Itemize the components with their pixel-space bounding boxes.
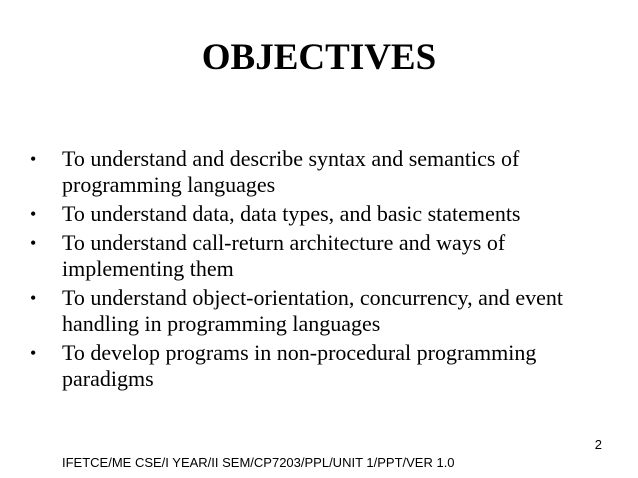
bullet-text: To understand and describe syntax and semantics of programming languages xyxy=(62,146,520,197)
bullet-icon: • xyxy=(30,204,37,224)
bullet-icon: • xyxy=(30,149,37,169)
bullet-icon: • xyxy=(30,343,37,363)
footer-text: IFETCE/ME CSE/I YEAR/II SEM/CP7203/PPL/UNIT 1/PPT/VER 1.0 xyxy=(62,455,455,470)
bullet-text: To understand data, data types, and basic statements xyxy=(62,201,521,226)
slide-title: OBJECTIVES xyxy=(201,37,437,78)
bullet-text: To develop programs in non-procedural programming paradigms xyxy=(62,340,537,391)
list-item xyxy=(0,201,638,227)
bullet-list xyxy=(0,146,638,395)
bullet-text: To understand object-orientation, concurrency, and event handling in programming languages xyxy=(62,285,564,336)
list-item xyxy=(0,340,638,392)
bullet-text: To understand call-return architecture and ways of implementing them xyxy=(62,230,506,281)
page-number: 2 xyxy=(594,437,602,452)
bullet-icon: • xyxy=(30,233,37,253)
bullet-icon: • xyxy=(30,288,37,308)
list-item xyxy=(0,146,638,198)
list-item xyxy=(0,230,638,282)
list-item xyxy=(0,285,638,337)
